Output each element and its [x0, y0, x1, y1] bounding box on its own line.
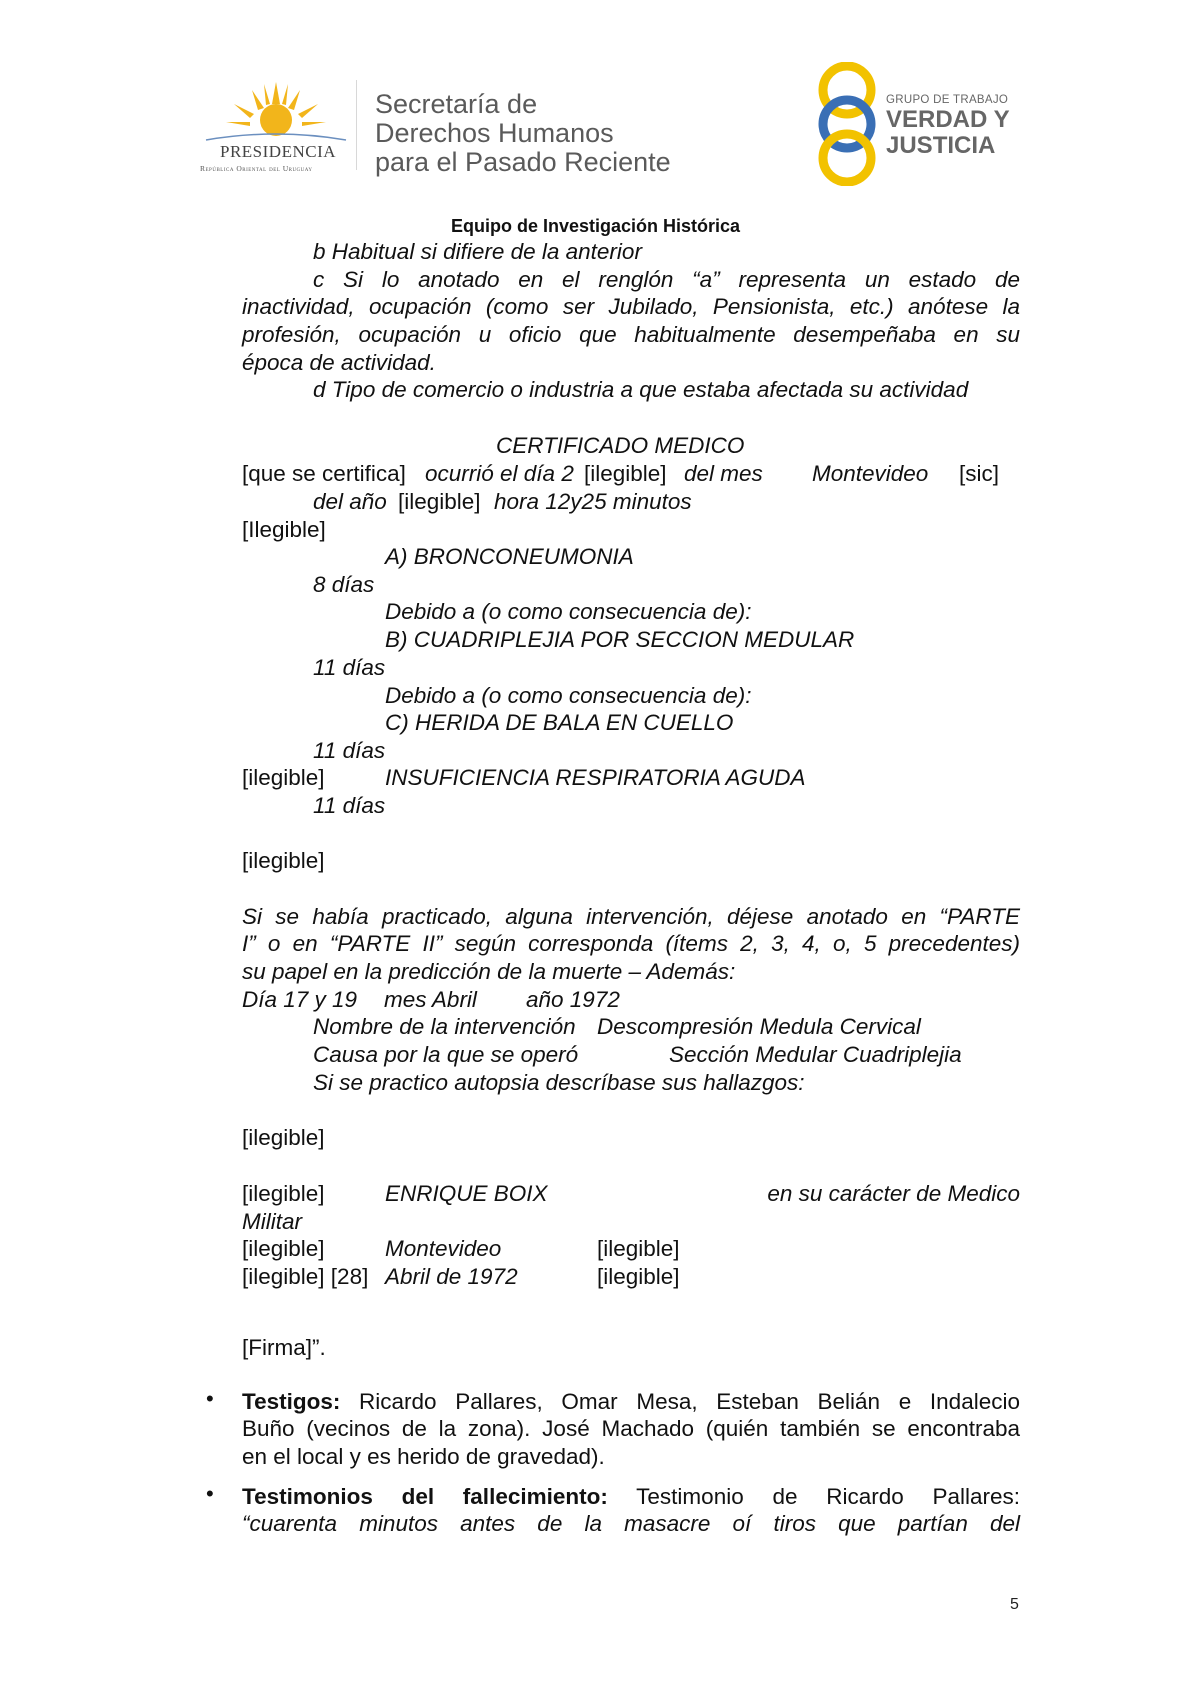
caracter: en su carácter de Medico — [767, 1181, 1020, 1206]
grupo-line-1: GRUPO DE TRABAJO — [886, 94, 1009, 106]
presidencia-logo — [196, 82, 356, 174]
dias-11a: 11 días — [313, 655, 386, 680]
secretaria-title — [375, 90, 671, 177]
line-1d: del mes — [684, 461, 763, 486]
secretaria-line-1: Secretaría de — [375, 89, 538, 119]
line-c3: profesión, ocupación u oficio que habitualmente desempeñaba en su — [242, 322, 1020, 347]
si-line-3: su papel en la predicción de la muerte – Además: — [242, 959, 736, 984]
line-c1: c Si lo anotado en el renglón “a” representa un estado de — [313, 267, 1020, 292]
testigos-line-1 — [242, 1388, 1020, 1416]
grupo-line-2: VERDAD Y — [886, 106, 1010, 133]
ilegible-cap: [Ilegible] — [242, 517, 326, 542]
testimonios-text-1: Testimonio de Ricardo Pallares: — [636, 1484, 1020, 1509]
testimonios-line-2: “cuarenta minutos antes de la masacre oí tiros que partían del — [242, 1511, 1020, 1536]
medico-name: ENRIQUE BOIX — [385, 1181, 548, 1206]
abril: Abril de 1972 — [385, 1264, 518, 1289]
testigos-line-2: Buño (vecinos de la zona). José Machado (quién también se encontraba — [242, 1416, 1020, 1441]
header-divider — [356, 80, 357, 170]
dia: Día 17 y 19 — [242, 987, 358, 1012]
line-1a: [que se certifica] — [242, 461, 406, 486]
ilegible-2: [ilegible] — [242, 848, 325, 873]
cert-title: CERTIFICADO MEDICO — [496, 433, 745, 458]
presidencia-label: PRESIDENCIA — [220, 142, 337, 161]
page-number: 5 — [1010, 1596, 1019, 1613]
testigos-line-3: en el local y es herido de gravedad). — [242, 1444, 605, 1469]
line-d: d Tipo de comercio o industria a que estaba afectada su actividad — [313, 377, 969, 402]
militar: Militar — [242, 1209, 302, 1234]
sun-icon — [196, 82, 356, 142]
ilegible-5: [ilegible] — [242, 1236, 325, 1261]
line-2b: [ilegible] — [398, 489, 481, 514]
ilegible-8: [ilegible] — [597, 1264, 680, 1289]
nombre-int-value: Descompresión Medula Cervical — [597, 1014, 921, 1039]
secretaria-line-2: Derechos Humanos — [375, 118, 614, 148]
autopsia: Si se practico autopsia descríbase sus hallazgos: — [313, 1070, 805, 1095]
line-1f: [sic] — [959, 461, 1000, 486]
line-2c: hora 12y25 minutos — [494, 489, 692, 514]
testigos-label: Testigos: — [242, 1389, 341, 1414]
line-1c: [ilegible] — [584, 461, 667, 486]
ilegible-1: [ilegible] — [242, 765, 325, 790]
ilegible-6: [ilegible] — [597, 1236, 680, 1261]
dias-11c: 11 días — [313, 793, 386, 818]
causa-label: Causa por la que se operó — [313, 1042, 579, 1067]
bullet-dot-2: • — [206, 1481, 214, 1506]
cause-a: A) BRONCONEUMONIA — [385, 544, 634, 569]
grupo-logo — [812, 62, 1022, 188]
rings-icon — [812, 62, 882, 186]
debido-1: Debido a (o como consecuencia de): — [385, 599, 752, 624]
cause-c: C) HERIDA DE BALA EN CUELLO — [385, 710, 734, 735]
line-b: b Habitual si difiere de la anterior — [313, 239, 642, 264]
anio: año 1972 — [526, 987, 620, 1012]
mes: mes Abril — [384, 987, 477, 1012]
line-c4: época de actividad. — [242, 350, 436, 375]
cause-b: B) CUADRIPLEJIA POR SECCION MEDULAR — [385, 627, 855, 652]
insuficiencia: INSUFICIENCIA RESPIRATORIA AGUDA — [385, 765, 806, 790]
firma: [Firma]”. — [242, 1335, 326, 1360]
line-c2: inactividad, ocupación (como ser Jubilado, Pensionista, etc.) anótese la — [242, 294, 1020, 319]
equipo-heading: Equipo de Investigación Histórica — [450, 216, 741, 236]
si-line-2: I” o en “PARTE II” según corresponda (ítems 2, 3, 4, o, 5 precedentes) — [242, 931, 1020, 956]
dias-8: 8 días — [313, 572, 375, 597]
testigos-text-1: Ricardo Pallares, Omar Mesa, Esteban Belián e Indalecio — [359, 1389, 1020, 1414]
si-line-1: Si se había practicado, alguna intervención, déjese anotado en “PARTE — [242, 904, 1020, 929]
nombre-int-label: Nombre de la intervención — [313, 1014, 576, 1039]
testimonios-line-1 — [242, 1483, 1020, 1511]
grupo-line-3: JUSTICIA — [886, 132, 996, 159]
line-2a: del año — [313, 489, 387, 514]
montevideo-2: Montevideo — [385, 1236, 502, 1261]
debido-2: Debido a (o como consecuencia de): — [385, 683, 752, 708]
line-1b: ocurrió el día 2 — [425, 461, 574, 486]
testimonios-label: Testimonios del fallecimiento: — [242, 1484, 608, 1509]
dias-11b: 11 días — [313, 738, 386, 763]
ilegible-7: [ilegible] [28] — [242, 1264, 369, 1289]
secretaria-line-3: para el Pasado Reciente — [375, 147, 671, 177]
republica-label: República Oriental del Uruguay — [200, 164, 313, 173]
ilegible-3: [ilegible] — [242, 1125, 325, 1150]
ilegible-4: [ilegible] — [242, 1181, 325, 1206]
causa-value: Sección Medular Cuadriplejia — [669, 1042, 962, 1067]
bullet-dot-1: • — [206, 1386, 214, 1411]
line-1e: Montevideo — [812, 461, 929, 486]
